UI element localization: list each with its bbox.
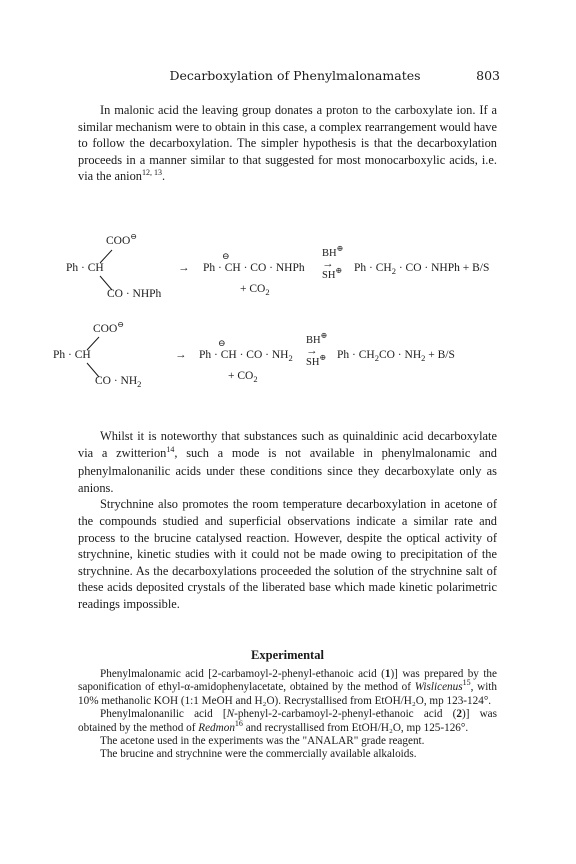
running-title: Decarboxylation of Phenylmalonamates xyxy=(169,68,421,83)
amide-group-2: CO · $NH_2$ xyxy=(95,375,142,389)
zwitterion-paragraph: Whilst it is noteworthy that substances such as quinaldinic acid decarboxylate via a zwitterion$^{14}$, such a mode is not available in phenylmalonamic and phenylmalonanilic acids under these conditions since they decarboxylate only as anions. xyxy=(78,429,497,495)
phenyl-methine-1: Ph · CH xyxy=(66,262,104,274)
intro-paragraph: In malonic acid the leaving group donates a proton to the carboxylate ion. If a similar mechanism were to obtain in this case, a complex rearrangement would have to follow the decarboxylation. The simpler hypothesis is that the decarboxylation proceeds in a manner similar to that suggested for most monocarboxylic acids, i.e. via the anion$^{12, 13}$. xyxy=(78,103,497,184)
carbanion-1: Ph · CH · CO · NHPh xyxy=(203,262,305,274)
solvent-conjugate-acid-2: SH⊕ xyxy=(306,353,327,368)
experimental-compound-2: Phenylmalonanilic acid [N-phenyl-2-carbamoyl-2-phenyl-ethanoic acid (2)] was obtained by the method of Redmon$^{16}$ and recrystallised from EtOH/H₂O, mp 125-126°. xyxy=(78,708,498,734)
page-number: 803 xyxy=(476,68,500,83)
carbanion-2: Ph · CH · CO · $NH_2$ xyxy=(199,349,293,363)
carboxylate-group-2: COO⊖ xyxy=(93,320,124,335)
anilide-group-1: CO · NHPh xyxy=(107,288,162,300)
intro-text: In malonic acid the leaving group donates a proton to the carboxylate ion. If a similar mechanism were to obtain in this case, a complex rearrangement would have to follow the decarboxylation. The simpler hypothesis is that the decarboxylation proceeds in a manner similar to that suggested for most monocarboxylic acids, i.e. via the anion xyxy=(78,103,497,184)
carbon-dioxide-1: + $CO_2$ xyxy=(240,283,270,297)
strychnine-paragraph: Strychnine also promotes the room temperature decarboxylation in acetone of the compounds studied and superficial observations indicate a similar rate and process to the brucine catalysed reaction. However, despite the optical activity of strychnine, kinetic studies with it could not be made owing to precipitation of the strychnine. As the decarboxylations proceeded the solution of the strychnine salt of these acids deposited crystals of the liberated base which made kinetic polarimetric readings impossible. xyxy=(78,497,497,611)
carbon-dioxide-2: + $CO_2$ xyxy=(228,370,258,384)
product-1: $Ph \cdot CH_2$ · CO · NHPh + B/S xyxy=(354,262,490,276)
experimental-reagent-alkaloids: The brucine and strychnine were the commercially available alkaloids. xyxy=(100,748,417,761)
experimental-section xyxy=(78,668,497,762)
experimental-reagent-acetone: The acetone used in the experiments was the "ANALAR" grade reagent. xyxy=(100,735,425,748)
carboxylate-group-1: COO⊖ xyxy=(106,232,137,247)
discussion-text xyxy=(78,428,497,613)
carbanion-charge-1: ⊖ xyxy=(222,251,230,261)
reaction-arrow-2: → xyxy=(175,349,187,361)
proton-transfer-arrow-1: → xyxy=(322,258,334,270)
reaction-arrow-1: → xyxy=(178,262,190,274)
carbanion-charge-2: ⊖ xyxy=(218,338,226,348)
proton-transfer-arrow-2: → xyxy=(306,345,318,357)
experimental-heading: Experimental xyxy=(251,648,324,662)
phenyl-methine-2: Ph · CH xyxy=(53,349,91,361)
base-conjugate-acid-2: BH⊕ xyxy=(306,331,328,346)
solvent-conjugate-acid-1: SH⊕ xyxy=(322,266,343,281)
intro-reference: 12, 13 xyxy=(142,168,162,178)
base-conjugate-acid-1: BH⊕ xyxy=(322,244,344,259)
product-2: $Ph \cdot CH_2CO \cdot NH_2 + B/S$ xyxy=(337,349,455,363)
zwitterion-reference: 14 xyxy=(166,444,175,454)
experimental-compound-1: Phenylmalonamic acid [2-carbamoyl-2-phenyl-ethanoic acid (1)] was prepared by the saponification of ethyl-α-amidophenylacetate, obtained by the method of Wislicenus$^{15}$, with 10% methanolic KOH (1:1 MeOH and H₂O). Recrystallised from EtOH/H₂O, mp 123-124°. xyxy=(78,668,498,707)
